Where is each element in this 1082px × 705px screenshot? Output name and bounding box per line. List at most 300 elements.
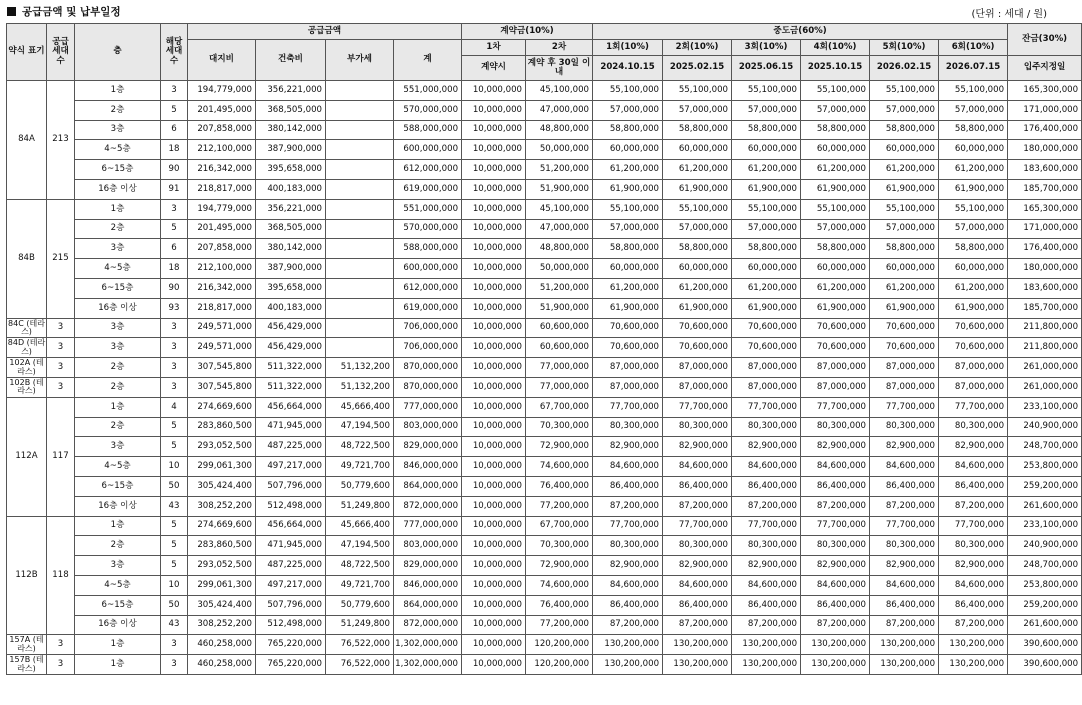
header-first: 1차: [462, 40, 526, 56]
table-row: [7, 160, 1082, 180]
amount-cell: 305,424,400: [188, 476, 256, 496]
amount-cell: [326, 259, 394, 279]
amount-cell: 61,900,000: [939, 179, 1008, 199]
amount-cell: 10,000,000: [462, 635, 526, 655]
header-supply-units: 공급 세대 수: [47, 24, 75, 81]
amount-cell: 61,900,000: [870, 298, 939, 318]
amount-cell: 212,100,000: [188, 259, 256, 279]
floor-cell: 1층: [75, 81, 161, 101]
amount-cell: 619,000,000: [394, 298, 462, 318]
amount-cell: 248,700,000: [1008, 556, 1082, 576]
floor-units-cell: 43: [161, 615, 188, 635]
amount-cell: 48,800,000: [526, 120, 593, 140]
amount-cell: 588,000,000: [394, 120, 462, 140]
header-d6: 2026.07.15: [939, 56, 1008, 81]
amount-cell: 82,900,000: [593, 437, 663, 457]
amount-cell: 390,600,000: [1008, 655, 1082, 675]
floor-units-cell: 91: [161, 179, 188, 199]
amount-cell: 456,664,000: [256, 516, 326, 536]
amount-cell: 10,000,000: [462, 358, 526, 378]
type-cell: 157B (테라스): [7, 655, 47, 675]
amount-cell: 487,225,000: [256, 556, 326, 576]
amount-cell: 55,100,000: [939, 81, 1008, 101]
amount-cell: 61,200,000: [732, 160, 801, 180]
amount-cell: 77,200,000: [526, 615, 593, 635]
amount-cell: 185,700,000: [1008, 179, 1082, 199]
amount-cell: 87,200,000: [663, 615, 732, 635]
amount-cell: 283,860,500: [188, 417, 256, 437]
header-building: 건축비: [256, 40, 326, 81]
floor-units-cell: 3: [161, 81, 188, 101]
amount-cell: 87,000,000: [732, 358, 801, 378]
amount-cell: 551,000,000: [394, 199, 462, 219]
amount-cell: 390,600,000: [1008, 635, 1082, 655]
table-row: [7, 516, 1082, 536]
amount-cell: 58,800,000: [593, 239, 663, 259]
price-schedule-table: [6, 23, 1082, 675]
amount-cell: 356,221,000: [256, 81, 326, 101]
amount-cell: 80,300,000: [801, 536, 870, 556]
amount-cell: 10,000,000: [462, 516, 526, 536]
amount-cell: 70,600,000: [663, 338, 732, 358]
amount-cell: 10,000,000: [462, 437, 526, 457]
amount-cell: 72,900,000: [526, 556, 593, 576]
floor-cell: 2층: [75, 536, 161, 556]
amount-cell: 253,800,000: [1008, 575, 1082, 595]
table-row: [7, 595, 1082, 615]
amount-cell: 60,000,000: [732, 259, 801, 279]
amount-cell: 45,100,000: [526, 81, 593, 101]
amount-cell: 777,000,000: [394, 397, 462, 417]
amount-cell: 57,000,000: [801, 100, 870, 120]
amount-cell: 176,400,000: [1008, 239, 1082, 259]
amount-cell: 512,498,000: [256, 496, 326, 516]
header-m1: 1회(10%): [593, 40, 663, 56]
amount-cell: 57,000,000: [663, 100, 732, 120]
amount-cell: 870,000,000: [394, 377, 462, 397]
header-contract: 계약금(10%): [462, 24, 593, 40]
table-row: [7, 476, 1082, 496]
amount-cell: 612,000,000: [394, 160, 462, 180]
supply-units-cell: 117: [47, 397, 75, 516]
amount-cell: 57,000,000: [939, 219, 1008, 239]
supply-units-cell: 3: [47, 655, 75, 675]
amount-cell: 61,900,000: [593, 179, 663, 199]
floor-cell: 1층: [75, 199, 161, 219]
amount-cell: 80,300,000: [593, 536, 663, 556]
amount-cell: 356,221,000: [256, 199, 326, 219]
floor-cell: 6~15층: [75, 476, 161, 496]
amount-cell: 70,600,000: [939, 318, 1008, 338]
amount-cell: 84,600,000: [663, 575, 732, 595]
table-row: [7, 556, 1082, 576]
amount-cell: 803,000,000: [394, 417, 462, 437]
amount-cell: 74,600,000: [526, 575, 593, 595]
amount-cell: 57,000,000: [732, 219, 801, 239]
amount-cell: 588,000,000: [394, 239, 462, 259]
amount-cell: 387,900,000: [256, 140, 326, 160]
amount-cell: 86,400,000: [870, 476, 939, 496]
amount-cell: 49,721,700: [326, 457, 394, 477]
header-land: 대지비: [188, 40, 256, 81]
amount-cell: 67,700,000: [526, 397, 593, 417]
floor-cell: 16층 이상: [75, 179, 161, 199]
table-row: [7, 120, 1082, 140]
amount-cell: 872,000,000: [394, 615, 462, 635]
header-move-in: 입주지정일: [1008, 56, 1082, 81]
amount-cell: 82,900,000: [732, 556, 801, 576]
amount-cell: 87,000,000: [801, 377, 870, 397]
amount-cell: 240,900,000: [1008, 417, 1082, 437]
table-row: [7, 655, 1082, 675]
amount-cell: 55,100,000: [801, 81, 870, 101]
amount-cell: 50,779,600: [326, 476, 394, 496]
amount-cell: 240,900,000: [1008, 536, 1082, 556]
amount-cell: 77,700,000: [870, 516, 939, 536]
amount-cell: 84,600,000: [939, 575, 1008, 595]
floor-units-cell: 5: [161, 516, 188, 536]
amount-cell: 218,817,000: [188, 179, 256, 199]
amount-cell: 130,200,000: [593, 655, 663, 675]
amount-cell: 87,200,000: [732, 615, 801, 635]
amount-cell: 80,300,000: [732, 417, 801, 437]
amount-cell: 307,545,800: [188, 377, 256, 397]
table-row: [7, 358, 1082, 378]
amount-cell: 70,600,000: [732, 338, 801, 358]
amount-cell: 60,000,000: [663, 259, 732, 279]
floor-cell: 3층: [75, 239, 161, 259]
amount-cell: 45,100,000: [526, 199, 593, 219]
floor-cell: 1층: [75, 397, 161, 417]
supply-units-cell: 3: [47, 377, 75, 397]
amount-cell: 57,000,000: [593, 219, 663, 239]
amount-cell: 87,200,000: [732, 496, 801, 516]
amount-cell: 57,000,000: [663, 219, 732, 239]
amount-cell: 58,800,000: [870, 239, 939, 259]
amount-cell: 67,700,000: [526, 516, 593, 536]
amount-cell: 45,666,400: [326, 516, 394, 536]
floor-cell: 16층 이상: [75, 615, 161, 635]
type-cell: 84B: [7, 199, 47, 318]
amount-cell: 10,000,000: [462, 615, 526, 635]
table-row: [7, 278, 1082, 298]
amount-cell: 87,200,000: [939, 615, 1008, 635]
amount-cell: 456,429,000: [256, 318, 326, 338]
amount-cell: 50,000,000: [526, 140, 593, 160]
amount-cell: 61,900,000: [663, 298, 732, 318]
amount-cell: 82,900,000: [870, 437, 939, 457]
supply-units-cell: 215: [47, 199, 75, 318]
amount-cell: 57,000,000: [593, 100, 663, 120]
table-row: [7, 536, 1082, 556]
amount-cell: 77,700,000: [939, 516, 1008, 536]
amount-cell: [326, 160, 394, 180]
floor-units-cell: 3: [161, 635, 188, 655]
amount-cell: 10,000,000: [462, 457, 526, 477]
amount-cell: 305,424,400: [188, 595, 256, 615]
amount-cell: 61,900,000: [732, 298, 801, 318]
amount-cell: 77,700,000: [663, 516, 732, 536]
amount-cell: 58,800,000: [732, 239, 801, 259]
amount-cell: 259,200,000: [1008, 595, 1082, 615]
amount-cell: 368,505,000: [256, 219, 326, 239]
amount-cell: 870,000,000: [394, 358, 462, 378]
type-cell: 102B (테라스): [7, 377, 47, 397]
floor-cell: 4~5층: [75, 457, 161, 477]
floor-units-cell: 5: [161, 100, 188, 120]
amount-cell: 130,200,000: [732, 635, 801, 655]
amount-cell: 216,342,000: [188, 160, 256, 180]
floor-cell: 2층: [75, 100, 161, 120]
header-floor-units: 해당 세대 수: [161, 24, 188, 81]
table-row: [7, 417, 1082, 437]
amount-cell: 10,000,000: [462, 160, 526, 180]
floor-cell: 1층: [75, 635, 161, 655]
amount-cell: 130,200,000: [801, 635, 870, 655]
amount-cell: 80,300,000: [732, 536, 801, 556]
type-cell: 157A (테라스): [7, 635, 47, 655]
amount-cell: 61,200,000: [939, 278, 1008, 298]
amount-cell: 82,900,000: [801, 437, 870, 457]
amount-cell: 84,600,000: [663, 457, 732, 477]
header-middle: 중도금(60%): [593, 24, 1008, 40]
amount-cell: 185,700,000: [1008, 298, 1082, 318]
amount-cell: 82,900,000: [870, 556, 939, 576]
amount-cell: 274,669,600: [188, 397, 256, 417]
header-m6: 6회(10%): [939, 40, 1008, 56]
amount-cell: 87,000,000: [663, 358, 732, 378]
floor-cell: 16층 이상: [75, 298, 161, 318]
type-cell: 84A: [7, 81, 47, 200]
floor-units-cell: 4: [161, 397, 188, 417]
amount-cell: 80,300,000: [939, 417, 1008, 437]
amount-cell: 201,495,000: [188, 219, 256, 239]
header-m3: 3회(10%): [732, 40, 801, 56]
amount-cell: 293,052,500: [188, 556, 256, 576]
floor-cell: 2층: [75, 358, 161, 378]
amount-cell: 261,000,000: [1008, 358, 1082, 378]
floor-cell: 6~15층: [75, 278, 161, 298]
amount-cell: 86,400,000: [870, 595, 939, 615]
amount-cell: 82,900,000: [663, 437, 732, 457]
amount-cell: 87,200,000: [801, 496, 870, 516]
amount-cell: 387,900,000: [256, 259, 326, 279]
amount-cell: 60,000,000: [593, 259, 663, 279]
amount-cell: 57,000,000: [939, 100, 1008, 120]
title-bar: [0, 0, 1057, 22]
header-at-contract: 계약시: [462, 56, 526, 81]
floor-cell: 3층: [75, 338, 161, 358]
amount-cell: 10,000,000: [462, 417, 526, 437]
amount-cell: 55,100,000: [732, 199, 801, 219]
floor-units-cell: 10: [161, 575, 188, 595]
amount-cell: 87,200,000: [870, 496, 939, 516]
table-row: [7, 615, 1082, 635]
amount-cell: 10,000,000: [462, 140, 526, 160]
amount-cell: 55,100,000: [939, 199, 1008, 219]
floor-cell: 4~5층: [75, 259, 161, 279]
amount-cell: 82,900,000: [663, 556, 732, 576]
header-d5: 2026.02.15: [870, 56, 939, 81]
amount-cell: 130,200,000: [870, 635, 939, 655]
header-supply-price: 공급금액: [188, 24, 462, 40]
amount-cell: 400,183,000: [256, 179, 326, 199]
amount-cell: 60,000,000: [939, 259, 1008, 279]
amount-cell: 570,000,000: [394, 219, 462, 239]
amount-cell: 10,000,000: [462, 199, 526, 219]
amount-cell: 570,000,000: [394, 100, 462, 120]
supply-units-cell: 3: [47, 635, 75, 655]
amount-cell: 299,061,300: [188, 575, 256, 595]
amount-cell: 60,000,000: [801, 259, 870, 279]
amount-cell: 70,600,000: [801, 338, 870, 358]
amount-cell: 87,000,000: [732, 377, 801, 397]
floor-units-cell: 50: [161, 476, 188, 496]
floor-units-cell: 5: [161, 417, 188, 437]
amount-cell: 61,200,000: [870, 160, 939, 180]
amount-cell: 274,669,600: [188, 516, 256, 536]
amount-cell: 233,100,000: [1008, 397, 1082, 417]
amount-cell: 77,700,000: [663, 397, 732, 417]
amount-cell: 487,225,000: [256, 437, 326, 457]
supply-units-cell: 213: [47, 81, 75, 200]
floor-cell: 1층: [75, 516, 161, 536]
amount-cell: 864,000,000: [394, 476, 462, 496]
floor-cell: 6~15층: [75, 160, 161, 180]
floor-units-cell: 3: [161, 199, 188, 219]
amount-cell: 207,858,000: [188, 120, 256, 140]
amount-cell: 211,800,000: [1008, 318, 1082, 338]
amount-cell: 249,571,000: [188, 338, 256, 358]
amount-cell: [326, 239, 394, 259]
floor-cell: 3층: [75, 556, 161, 576]
amount-cell: 60,000,000: [801, 140, 870, 160]
page-title: [7, 4, 121, 19]
amount-cell: 60,000,000: [939, 140, 1008, 160]
amount-cell: 58,800,000: [939, 239, 1008, 259]
table-row: [7, 397, 1082, 417]
amount-cell: 77,200,000: [526, 496, 593, 516]
amount-cell: 61,900,000: [870, 179, 939, 199]
floor-units-cell: 90: [161, 278, 188, 298]
amount-cell: 47,194,500: [326, 536, 394, 556]
amount-cell: 497,217,000: [256, 457, 326, 477]
amount-cell: 48,722,500: [326, 437, 394, 457]
supply-units-cell: 118: [47, 516, 75, 635]
amount-cell: 130,200,000: [732, 655, 801, 675]
amount-cell: 82,900,000: [732, 437, 801, 457]
amount-cell: 456,664,000: [256, 397, 326, 417]
type-cell: 84D (테라스): [7, 338, 46, 356]
amount-cell: 120,200,000: [526, 635, 593, 655]
amount-cell: 86,400,000: [732, 476, 801, 496]
amount-cell: 61,900,000: [801, 179, 870, 199]
table-row: [7, 635, 1082, 655]
table-row: [7, 437, 1082, 457]
amount-cell: 60,000,000: [870, 140, 939, 160]
supply-units-cell: 3: [47, 318, 75, 338]
amount-cell: 10,000,000: [462, 81, 526, 101]
amount-cell: 61,200,000: [870, 278, 939, 298]
amount-cell: 86,400,000: [663, 476, 732, 496]
floor-units-cell: 5: [161, 219, 188, 239]
amount-cell: 261,000,000: [1008, 377, 1082, 397]
amount-cell: 10,000,000: [462, 476, 526, 496]
amount-cell: 10,000,000: [462, 100, 526, 120]
amount-cell: 61,200,000: [593, 278, 663, 298]
amount-cell: 395,658,000: [256, 278, 326, 298]
amount-cell: 86,400,000: [663, 595, 732, 615]
amount-cell: 47,000,000: [526, 100, 593, 120]
amount-cell: 216,342,000: [188, 278, 256, 298]
amount-cell: 51,200,000: [526, 278, 593, 298]
amount-cell: [326, 278, 394, 298]
amount-cell: 130,200,000: [593, 635, 663, 655]
amount-cell: 261,600,000: [1008, 496, 1082, 516]
amount-cell: 76,400,000: [526, 476, 593, 496]
amount-cell: 87,000,000: [593, 358, 663, 378]
amount-cell: 600,000,000: [394, 140, 462, 160]
amount-cell: 70,600,000: [870, 318, 939, 338]
amount-cell: 61,200,000: [801, 278, 870, 298]
amount-cell: 86,400,000: [593, 476, 663, 496]
amount-cell: 77,700,000: [801, 397, 870, 417]
table-header: [7, 24, 1082, 81]
amount-cell: 74,600,000: [526, 457, 593, 477]
table-row: [7, 100, 1082, 120]
amount-cell: 87,200,000: [663, 496, 732, 516]
amount-cell: 77,700,000: [939, 397, 1008, 417]
amount-cell: 49,721,700: [326, 575, 394, 595]
amount-cell: 50,779,600: [326, 595, 394, 615]
header-floor: 층: [75, 24, 161, 81]
floor-units-cell: 3: [161, 377, 188, 397]
supply-units-cell: 3: [47, 338, 75, 358]
amount-cell: 293,052,500: [188, 437, 256, 457]
amount-cell: 55,100,000: [593, 81, 663, 101]
amount-cell: 171,000,000: [1008, 219, 1082, 239]
type-cell: 112A: [7, 397, 47, 516]
amount-cell: 130,200,000: [939, 655, 1008, 675]
header-within-30: 계약 후 30일 이내: [526, 56, 593, 81]
amount-cell: 765,220,000: [256, 635, 326, 655]
floor-units-cell: 3: [161, 358, 188, 378]
amount-cell: 77,700,000: [732, 397, 801, 417]
amount-cell: 803,000,000: [394, 536, 462, 556]
amount-cell: 76,522,000: [326, 635, 394, 655]
floor-cell: 4~5층: [75, 575, 161, 595]
amount-cell: 507,796,000: [256, 595, 326, 615]
amount-cell: 212,100,000: [188, 140, 256, 160]
amount-cell: 511,322,000: [256, 358, 326, 378]
floor-units-cell: 18: [161, 140, 188, 160]
table-row: [7, 338, 1082, 358]
amount-cell: 58,800,000: [663, 239, 732, 259]
amount-cell: 10,000,000: [462, 575, 526, 595]
amount-cell: 57,000,000: [870, 219, 939, 239]
amount-cell: 84,600,000: [939, 457, 1008, 477]
amount-cell: 61,900,000: [939, 298, 1008, 318]
amount-cell: 55,100,000: [870, 199, 939, 219]
amount-cell: 82,900,000: [593, 556, 663, 576]
amount-cell: 10,000,000: [462, 120, 526, 140]
floor-cell: 4~5층: [75, 140, 161, 160]
amount-cell: [326, 318, 394, 338]
header-type: 약식 표기: [7, 24, 47, 81]
header-m4: 4회(10%): [801, 40, 870, 56]
amount-cell: 87,000,000: [939, 358, 1008, 378]
amount-cell: 130,200,000: [939, 635, 1008, 655]
